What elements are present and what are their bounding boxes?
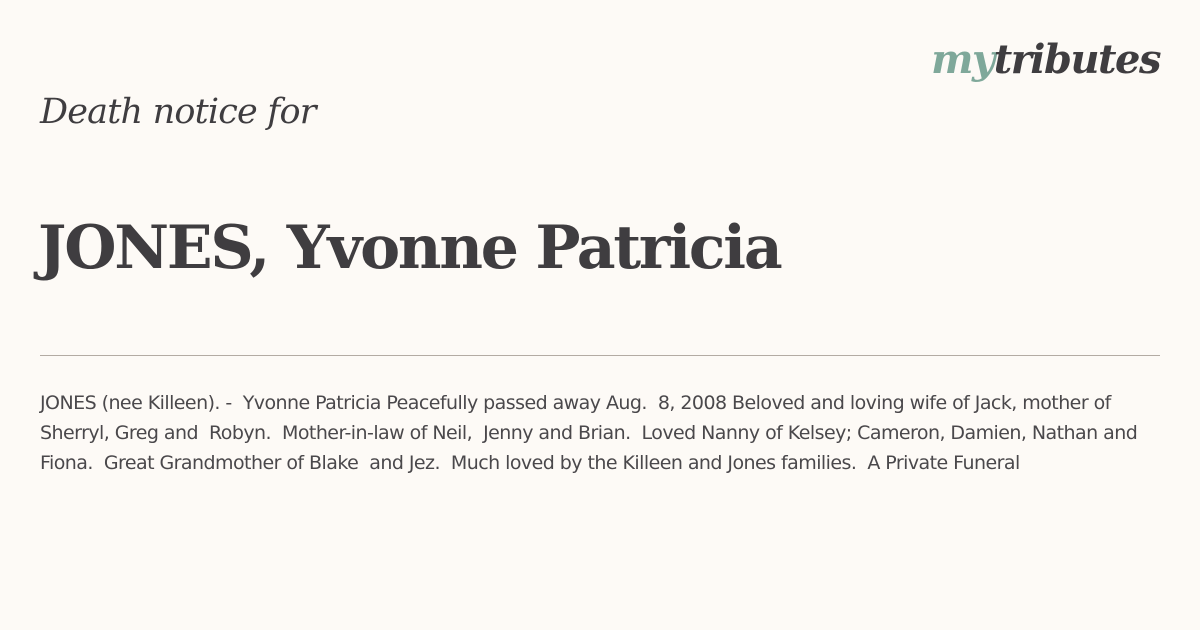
- deceased-name-title: JONES, Yvonne Patricia: [38, 213, 781, 283]
- notice-body-text: JONES (nee Killeen). - Yvonne Patricia Peacefully passed away Aug. 8, 2008 Beloved and loving wife of Jack, mother of Sherryl, Greg and Robyn. Mother-in-law of Neil, Jenny and Brian. Loved Nanny of Kelsey; Cameron, Damien, Nathan and Fiona. Great Grandmother of Blake and Jez. Much loved by the Killeen and Jones families. A Private Funeral: [40, 392, 1149, 474]
- logo-tributes: tributes: [993, 36, 1160, 83]
- logo-my: my: [931, 36, 994, 83]
- notice-intro-heading: Death notice for: [40, 92, 316, 132]
- divider: [40, 355, 1160, 356]
- mytributes-logo[interactable]: [931, 32, 1160, 88]
